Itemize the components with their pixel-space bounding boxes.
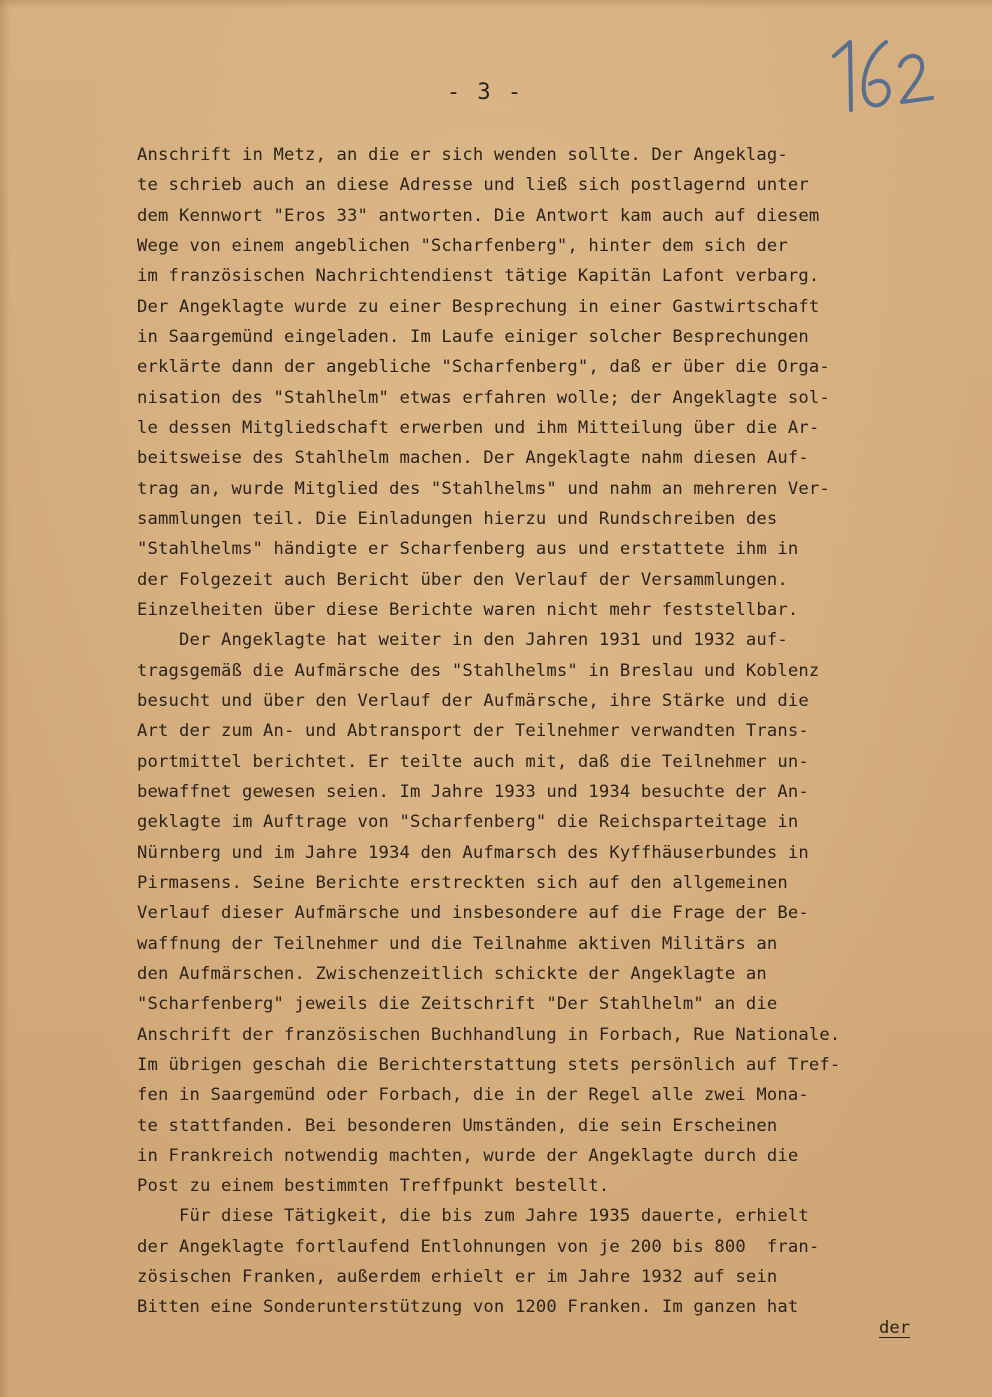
paper-edge-shadow-left xyxy=(0,0,10,1397)
text-line: Post zu einem bestimmten Treffpunkt bestellt. xyxy=(137,1176,610,1197)
text-line: Im übrigen geschah die Berichterstattung stets persönlich auf Tref- xyxy=(137,1054,841,1075)
text-line: Für diese Tätigkeit, die bis zum Jahre 1935 dauerte, erhielt xyxy=(137,1206,809,1227)
paper-edge-shadow-top xyxy=(0,0,992,8)
text-line: erklärte dann der angebliche "Scharfenberg", daß er über die Orga- xyxy=(137,357,830,378)
text-line: im französischen Nachrichtendienst tätige Kapitän Lafont verbarg. xyxy=(137,266,820,287)
text-line: Der Angeklagte hat weiter in den Jahren 1931 und 1932 auf- xyxy=(137,630,788,651)
text-line: besucht und über den Verlauf der Aufmärsche, ihre Stärke und die xyxy=(137,690,809,711)
text-line: le dessen Mitgliedschaft erwerben und ihm Mitteilung über die Ar- xyxy=(137,417,820,438)
text-line: Art der zum An- und Abtransport der Teilnehmer verwandten Trans- xyxy=(137,721,809,742)
text-line: in Saargemünd eingeladen. Im Laufe einiger solcher Besprechungen xyxy=(137,326,809,347)
text-line: trag an, wurde Mitglied des "Stahlhelms" und nahm an mehreren Ver- xyxy=(137,478,830,499)
text-line: te stattfanden. Bei besonderen Umständen, die sein Erscheinen xyxy=(137,1115,778,1136)
catchword: der xyxy=(879,1318,911,1338)
text-line: "Scharfenberg" jeweils die Zeitschrift "Der Stahlhelm" an die xyxy=(137,994,778,1015)
text-line: zösischen Franken, außerdem erhielt er im Jahre 1932 auf sein xyxy=(137,1267,778,1288)
folio-digit-1 xyxy=(834,42,851,110)
handwritten-folio-number xyxy=(820,28,940,118)
text-line: in Frankreich notwendig machten, wurde der Angeklagte durch die xyxy=(137,1145,799,1166)
text-line: der Angeklagte fortlaufend Entlohnungen von je 200 bis 800 fran- xyxy=(137,1236,820,1257)
text-line: Pirmasens. Seine Berichte erstreckten sich auf den allgemeinen xyxy=(137,872,788,893)
text-line: Einzelheiten über diese Berichte waren nicht mehr feststellbar. xyxy=(137,599,799,620)
text-line: Bitten eine Sonderunterstützung von 1200 Franken. Im ganzen hat xyxy=(137,1297,799,1318)
text-line: Anschrift in Metz, an die er sich wenden sollte. Der Angeklag- xyxy=(137,145,788,165)
text-line: portmittel berichtet. Er teilte auch mit, daß die Teilnehmer un- xyxy=(137,751,809,772)
text-line: Der Angeklagte wurde zu einer Besprechung in einer Gastwirtschaft xyxy=(137,296,820,317)
text-line: dem Kennwort "Eros 33" antworten. Die Antwort kam auch auf diesem xyxy=(137,205,820,226)
text-line: tragsgemäß die Aufmärsche des "Stahlhelms" in Breslau und Koblenz xyxy=(137,660,820,681)
text-line: fen in Saargemünd oder Forbach, die in der Regel alle zwei Mona- xyxy=(137,1085,809,1106)
text-line: sammlungen teil. Die Einladungen hierzu und Rundschreiben des xyxy=(137,508,778,529)
text-line: Nürnberg und im Jahre 1934 den Aufmarsch des Kyffhäuserbundes in xyxy=(137,842,809,863)
text-line: nisation des "Stahlhelm" etwas erfahren wolle; der Angeklagte sol- xyxy=(137,387,830,408)
text-line: der Folgezeit auch Bericht über den Verlauf der Versammlungen. xyxy=(137,569,788,590)
text-line: geklagte im Auftrage von "Scharfenberg" die Reichsparteitage in xyxy=(137,812,799,833)
text-line: Verlauf dieser Aufmärsche und insbesondere auf die Frage der Be- xyxy=(137,903,809,924)
folio-digit-6 xyxy=(864,42,889,105)
text-line: den Aufmärschen. Zwischenzeitlich schickte der Angeklagte an xyxy=(137,963,767,984)
text-line: te schrieb auch an diese Adresse und ließ sich postlagernd unter xyxy=(137,175,809,196)
text-line: "Stahlhelms" händigte er Scharfenberg aus und erstattete ihm in xyxy=(137,539,799,560)
folio-digit-2 xyxy=(900,56,932,102)
text-line: waffnung der Teilnehmer und die Teilnahme aktiven Militärs an xyxy=(137,933,778,954)
text-line: Anschrift der französischen Buchhandlung in Forbach, Rue Nationale. xyxy=(137,1024,841,1045)
text-line: bewaffnet gewesen seien. Im Jahre 1933 und 1934 besuchte der An- xyxy=(137,781,809,802)
text-line: beitsweise des Stahlhelm machen. Der Angeklagte nahm diesen Auf- xyxy=(137,448,809,469)
body-text xyxy=(137,140,947,1323)
page-number: - 3 - xyxy=(446,80,524,105)
text-line: Wege von einem angeblichen "Scharfenberg", hinter dem sich der xyxy=(137,235,788,256)
